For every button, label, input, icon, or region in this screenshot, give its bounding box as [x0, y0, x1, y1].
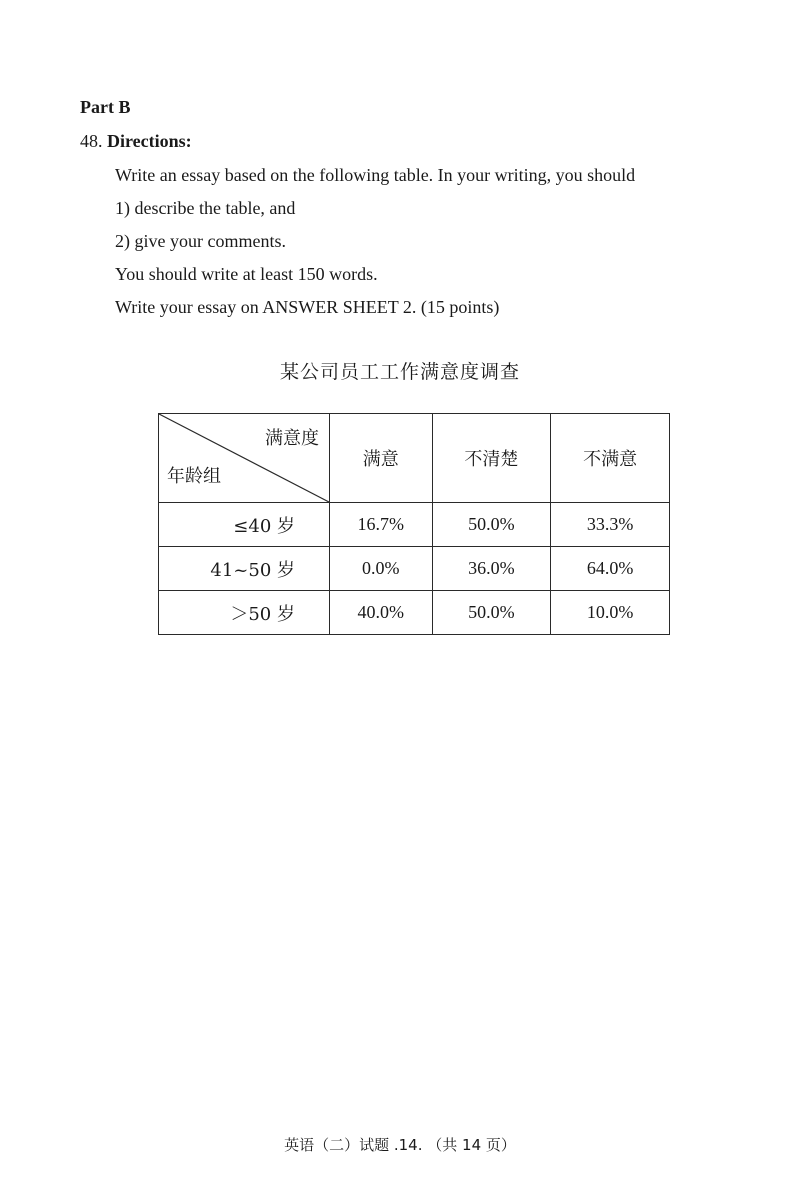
directions-line-4: You should write at least 150 words. [115, 264, 378, 284]
directions-label: Directions: [107, 131, 192, 151]
table-cell: 40.0% [330, 591, 433, 635]
table-cell: 10.0% [551, 591, 670, 635]
column-header: 不满意 [551, 414, 670, 503]
table-cell: 16.7% [330, 503, 433, 547]
question-number: 48. [80, 131, 103, 151]
table-corner-cell [159, 414, 330, 503]
row-label: 41~50 岁 [159, 547, 330, 591]
directions-line-5: Write your essay on ANSWER SHEET 2. (15 points) [115, 297, 500, 317]
table-cell: 50.0% [432, 503, 551, 547]
table-cell: 50.0% [432, 591, 551, 635]
row-label: ≤40 岁 [159, 503, 330, 547]
table-cell: 64.0% [551, 547, 670, 591]
table-cell: 36.0% [432, 547, 551, 591]
satisfaction-table [158, 413, 670, 635]
table-title: 某公司员工工作满意度调查 [279, 361, 520, 383]
table-row [159, 547, 670, 591]
table-cell: 33.3% [551, 503, 670, 547]
table-row [159, 591, 670, 635]
directions-line-3: 2) give your comments. [115, 231, 286, 251]
page-footer: 英语（二）试题 .14. （共 14 页） [284, 1136, 516, 1154]
table-row [159, 503, 670, 547]
column-header: 不清楚 [432, 414, 551, 503]
directions-line-2: 1) describe the table, and [115, 198, 296, 218]
table-cell: 0.0% [330, 547, 433, 591]
table-header-row [159, 414, 670, 503]
column-header: 满意 [330, 414, 433, 503]
corner-header-satisfaction: 满意度 [265, 428, 319, 449]
question-heading [80, 130, 192, 152]
corner-header-age-group: 年龄组 [167, 466, 221, 487]
directions-line-1: Write an essay based on the following table. In your writing, you should [115, 165, 636, 185]
row-label: ＞50 岁 [159, 591, 330, 635]
part-title: Part B [80, 97, 131, 117]
